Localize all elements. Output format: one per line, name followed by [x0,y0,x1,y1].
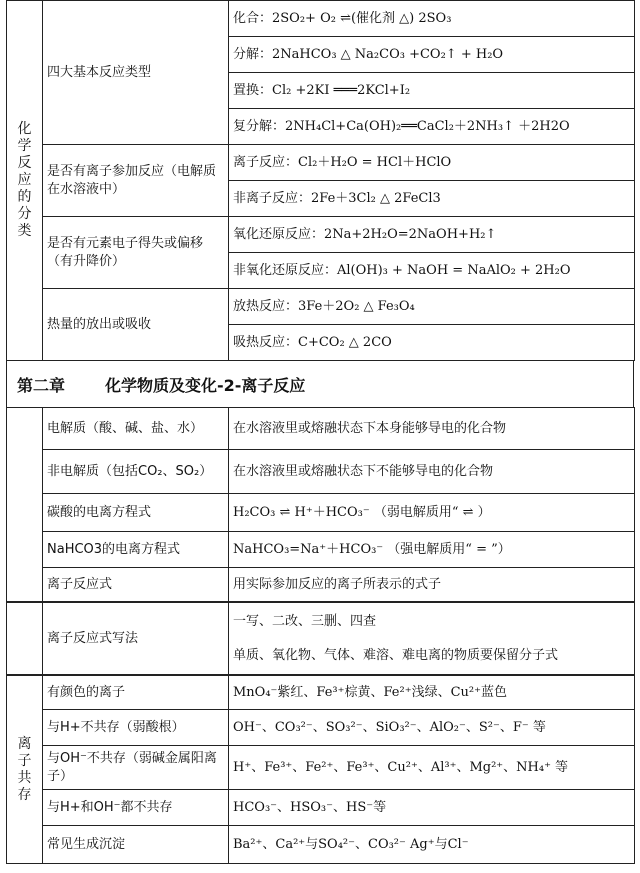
category-electrolyte: 电解质（酸、碱、盐、水） [43,408,229,450]
category-nahco3-ionization: NaHCO3的电离方程式 [43,532,229,568]
category-carbonic-acid-ionization: 碳酸的电离方程式 [43,494,229,532]
definition-non-electrolyte: 在水溶液里或熔融状态下不能够导电的化合物 [229,450,635,494]
ionic-equation-writing-table [6,602,635,675]
formula-decomposition: 分解：2NaHCO₃ △ Na₂CO₃ +CO₂↑ + H₂O [229,37,635,73]
formula-double-decomposition: 复分解：2NH₄Cl+Ca(OH)₂══CaCl₂＋2NH₃↑ ＋2H2O [229,109,635,145]
chapter-heading [6,361,634,407]
formula-exothermic: 放热反应：3Fe＋2O₂ △ Fe₃O₄ [229,289,635,325]
ions-colored: MnO₄⁻紫红、Fe³⁺棕黄、Fe²⁺浅绿、Cu²⁺蓝色 [229,676,635,710]
equation-carbonic-acid-ionization: H₂CO₃ ⇌ H⁺＋HCO₃⁻ （弱电解质用“ ⇌ ） [229,494,635,532]
ions-incompatible-with-oh: H⁺、Fe³⁺、Fe²⁺、Fe³⁺、Cu²⁺、Al³⁺、Mg²⁺、NH₄⁺ 等 [229,746,635,790]
category-common-precipitates: 常见生成沉淀 [43,826,229,864]
formula-redox: 氧化还原反应：2Na+2H₂O=2NaOH+H₂↑ [229,217,635,253]
definition-ionic-equation: 用实际参加反应的离子所表示的式子 [229,568,635,602]
chapter-number: 第二章 [17,375,66,395]
reaction-classification-table [6,0,635,361]
writing-steps [229,603,635,675]
category-incompatible-with-oh: 与OH⁻不共存（弱碱金属阳离子） [43,746,229,790]
category-colored-ions: 有颜色的离子 [43,676,229,710]
category-electron-transfer: 是否有元素电子得失或偏移（有升降价） [43,217,229,289]
ions-incompatible-with-h: OH⁻、CO₃²⁻、SO₃²⁻、SiO₃²⁻、AlO₂⁻、S²⁻、F⁻ 等 [229,710,635,746]
category-incompatible-with-both: 与H+和OH⁻都不共存 [43,790,229,826]
category-heat: 热量的放出或吸收 [43,289,229,361]
empty-group-cell [7,603,43,675]
group-label-ion-coexistence: 离子共存 [7,676,43,864]
electrolyte-table [6,407,635,602]
ions-common-precipitates: Ba²⁺、Ca²⁺与SO₄²⁻、CO₃²⁻ Ag⁺与Cl⁻ [229,826,635,864]
category-non-electrolyte: 非电解质（包括CO₂、SO₂） [43,450,229,494]
category-incompatible-with-h: 与H+不共存（弱酸根） [43,710,229,746]
chapter-title: 化学物质及变化-2-离子反应 [105,375,306,395]
formula-endothermic: 吸热反应：C+CO₂ △ 2CO [229,325,635,361]
category-ionic-participation: 是否有离子参加反应（电解质在水溶液中） [43,145,229,217]
writing-steps-line1: 一写、二改、三删、四查 [233,613,377,629]
ions-incompatible-with-both: HCO₃⁻、HSO₃⁻、HS⁻等 [229,790,635,826]
ion-coexistence-table [6,675,635,864]
formula-ionic-reaction: 离子反应：Cl₂＋H₂O = HCl＋HClO [229,145,635,181]
formula-combination: 化合：2SO₂+ O₂ ⇌(催化剂 △) 2SO₃ [229,1,635,37]
category-ionic-equation: 离子反应式 [43,568,229,602]
formula-displacement: 置换：Cl₂ +2KI ═══2KCl+I₂ [229,73,635,109]
definition-electrolyte: 在水溶液里或熔融状态下本身能够导电的化合物 [229,408,635,450]
formula-non-ionic-reaction: 非离子反应：2Fe＋3Cl₂ △ 2FeCl3 [229,181,635,217]
document-page [6,0,634,864]
group-label-reaction-classification: 化学反应的分类 [7,1,43,361]
formula-non-redox: 非氧化还原反应：Al(OH)₃ + NaOH = NaAlO₂ + 2H₂O [229,253,635,289]
writing-steps-line2: 单质、氧化物、气体、难溶、难电离的物质要保留分子式 [233,647,559,663]
empty-group-cell [7,408,43,602]
equation-nahco3-ionization: NaHCO₃=Na⁺＋HCO₃⁻ （强电解质用“ = ”） [229,532,635,568]
category-ionic-equation-writing: 离子反应式写法 [43,603,229,675]
category-basic-reaction-types: 四大基本反应类型 [43,1,229,145]
